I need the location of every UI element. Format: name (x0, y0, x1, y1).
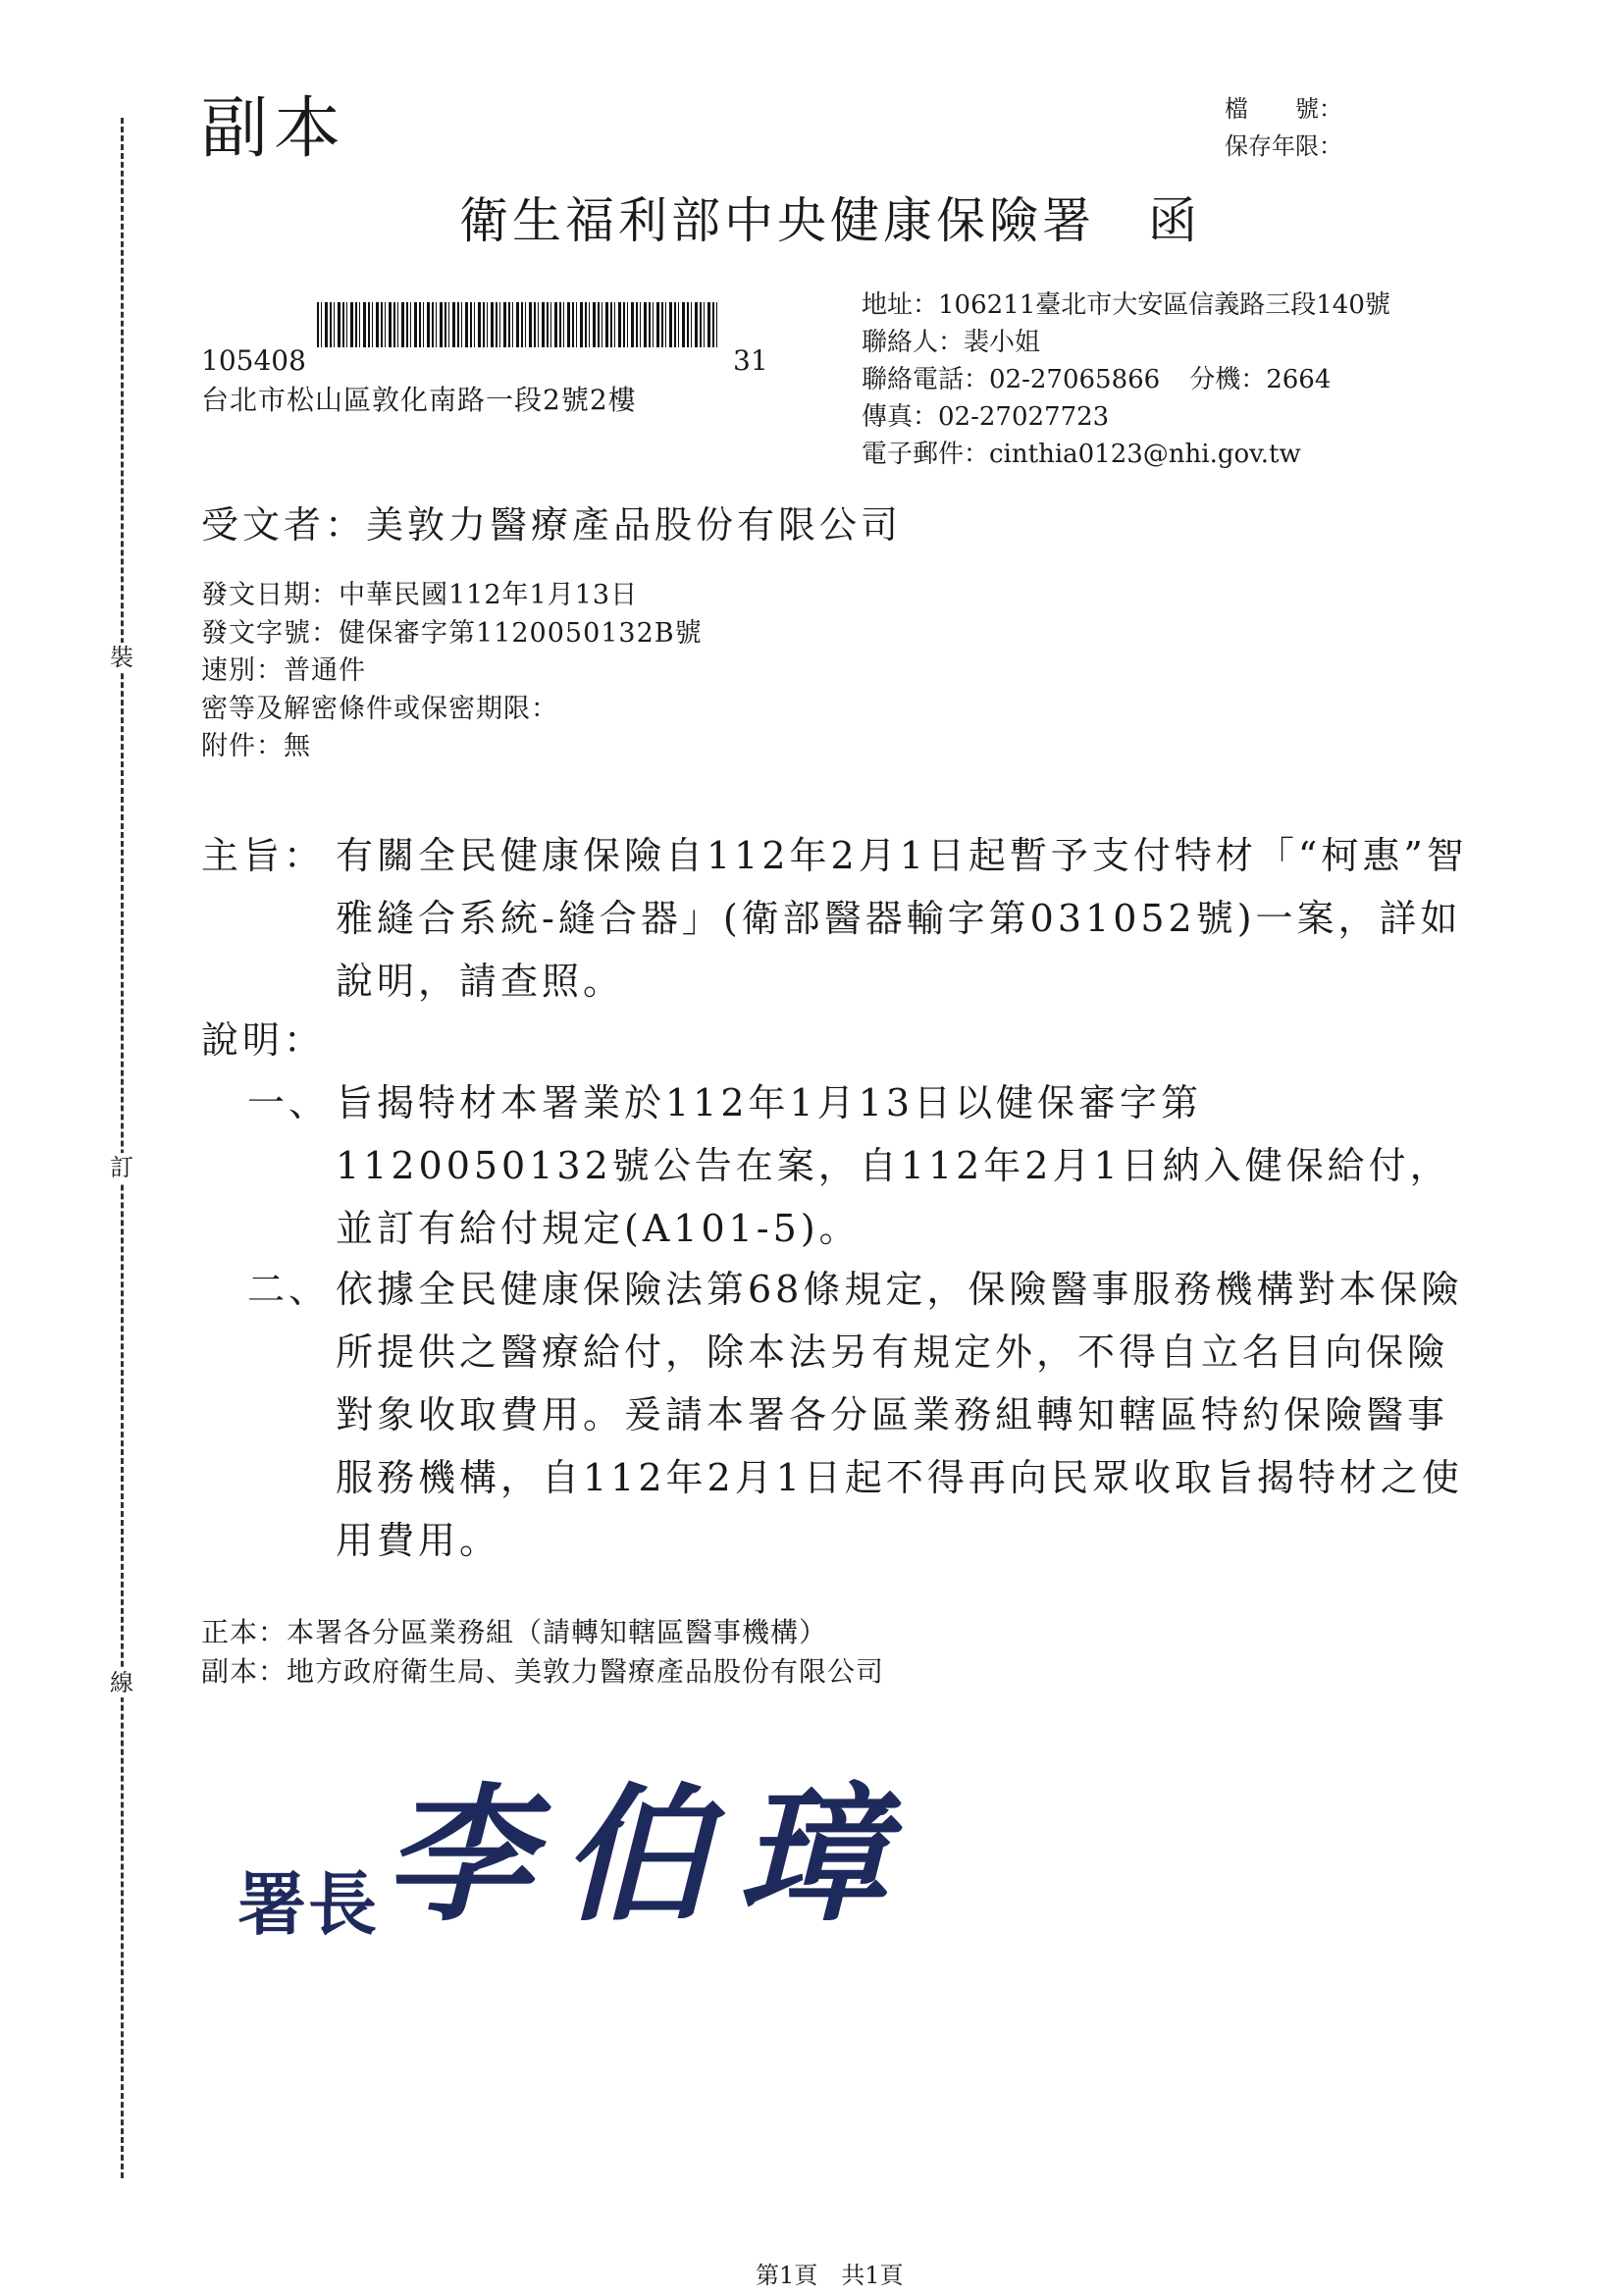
binding-char-zhuang: 裝 (110, 644, 133, 671)
copy-recipients: 副本：地方政府衛生局、美敦力醫療產品股份有限公司 (201, 1655, 885, 1688)
speed: 速別：普通件 (201, 655, 366, 686)
postal-suffix: 31 (733, 344, 768, 377)
organization-title: 衛生福利部中央健康保險署 函 (459, 192, 1201, 249)
retention-label: 保存年限： (1225, 132, 1342, 160)
file-number-label: 檔 號： (1225, 95, 1342, 123)
binding-char-ding: 訂 (110, 1154, 133, 1181)
contact-extension: 分機：2664 (1189, 365, 1332, 394)
document-meta (201, 577, 703, 766)
signature-name: 李伯璋 (385, 1769, 916, 1942)
description-label: 說明： (201, 1018, 326, 1062)
binding-line (121, 118, 124, 2178)
attachment: 附件：無 (201, 731, 311, 761)
signature (237, 1737, 915, 1949)
contact-phone-row (862, 361, 1390, 398)
item-text: 依據全民健康保險法第68條規定，保險醫事服務機構對本保險所提供之醫療給付，除本法另有規定外，不得自立名目向保險對象收取費用。爰請本署各分區業務組轉知轄區特約保險醫事服務機構，自112年2月1日起不得再向民眾收取旨揭特材之使用費用。 (336, 1268, 1463, 1562)
recipient-address: 台北市松山區敦化南路一段2號2樓 (201, 384, 637, 416)
subject-text: 有關全民健康保險自112年2月1日起暫予支付特材「“柯惠”智雅縫合系統-縫合器」(衛部醫器輸字第031052號)一案，詳如說明，請查照。 (336, 834, 1468, 1003)
subject-label: 主旨： (201, 834, 326, 877)
item-text: 旨揭特材本署業於112年1月13日以健保審字第1120050132號公告在案，自112年2月1日納入健保給付，並訂有給付規定(A101-5)。 (336, 1081, 1451, 1250)
issue-date: 發文日期：中華民國112年1月13日 (201, 580, 639, 610)
copy-mark: 副本 (201, 90, 347, 168)
recipient: 受文者：美敦力醫療產品股份有限公司 (201, 503, 903, 547)
distribution (201, 1613, 884, 1692)
item-number: 二、 (247, 1268, 331, 1311)
contact-phone: 聯絡電話：02-27065866 (862, 365, 1161, 394)
file-meta (1225, 90, 1342, 165)
contact-address: 地址：106211臺北市大安區信義路三段140號 (862, 290, 1390, 320)
signature-title: 署長 (237, 1863, 379, 1945)
confidentiality: 密等及解密條件或保密期限： (201, 693, 558, 724)
contact-info (862, 287, 1390, 473)
document-number: 發文字號：健保審字第1120050132B號 (201, 617, 703, 649)
contact-person: 聯絡人：裴小姐 (862, 328, 1041, 357)
binding-char-xian: 線 (110, 1669, 133, 1696)
original-recipients: 正本：本署各分區業務組（請轉知轄區醫事機構） (201, 1616, 828, 1648)
barcode-icon (317, 302, 719, 347)
item-number: 一、 (247, 1081, 331, 1124)
postal-code: 105408 (201, 344, 306, 377)
contact-fax: 傳真：02-27027723 (862, 402, 1110, 432)
contact-email[interactable]: 電子郵件：cinthia0123@nhi.gov.tw (862, 440, 1301, 469)
page-number: 第1頁 共1頁 (756, 2262, 904, 2289)
